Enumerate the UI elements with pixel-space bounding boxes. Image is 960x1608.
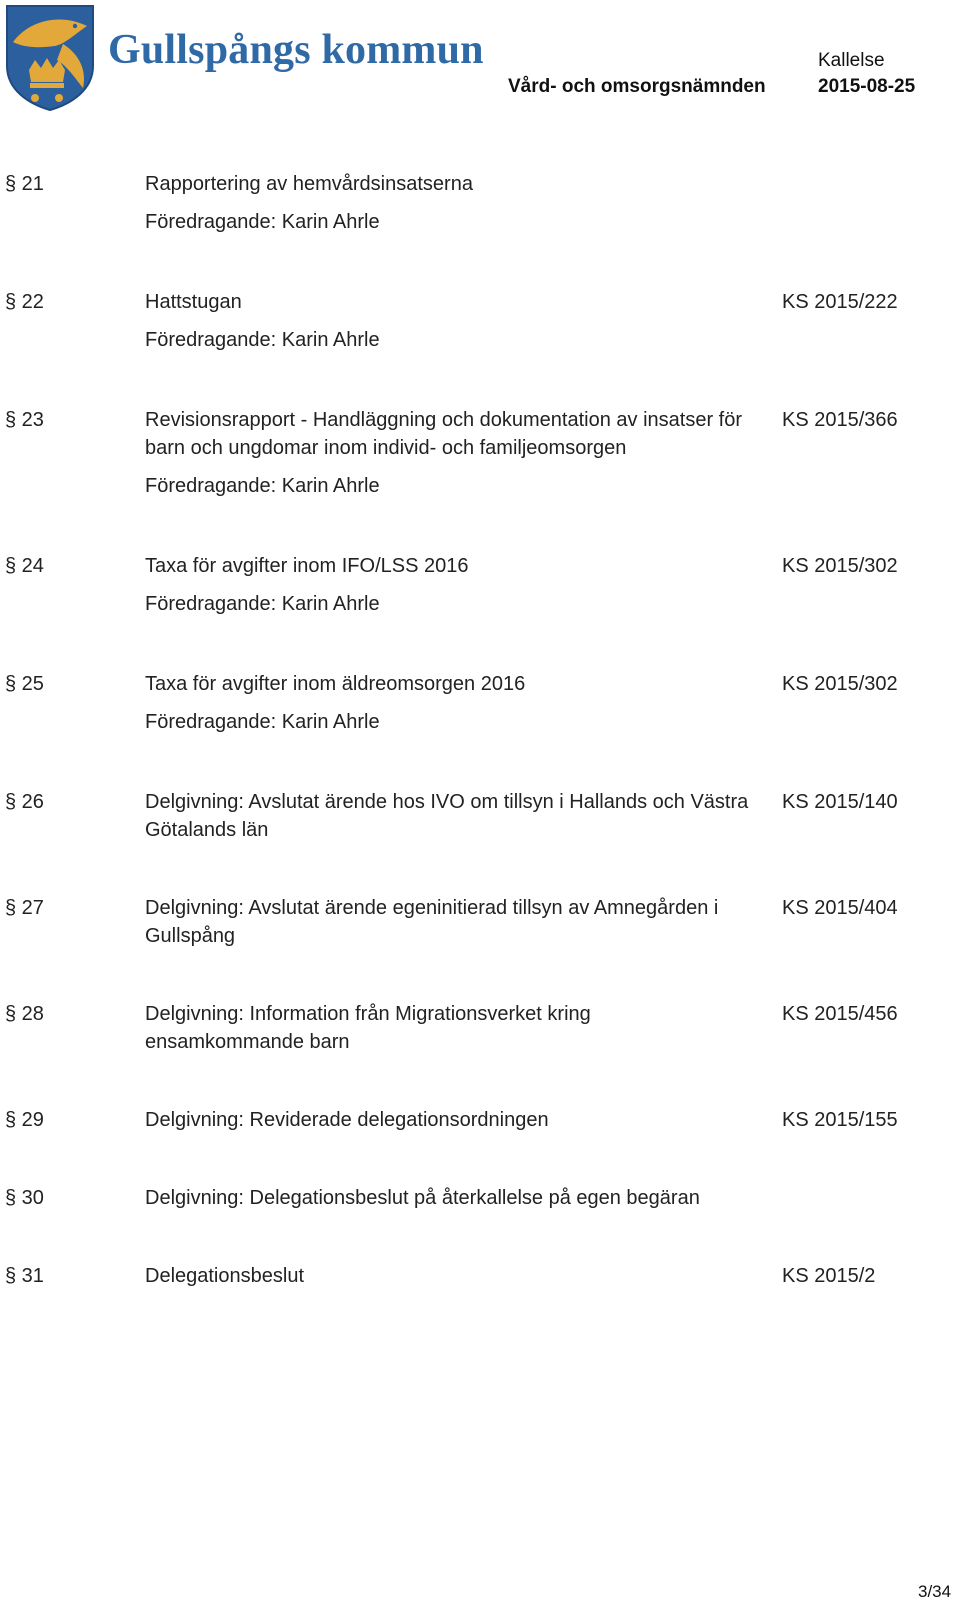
item-reference: KS 2015/302 — [782, 555, 898, 577]
item-number: § 23 — [5, 409, 44, 431]
item-number: § 30 — [5, 1187, 44, 1209]
municipality-name: Gullspångs kommun — [108, 27, 484, 73]
item-reference: KS 2015/366 — [782, 409, 898, 431]
agenda-item — [0, 1106, 960, 1184]
item-title: Delegationsbeslut — [145, 1265, 304, 1287]
item-title: Delgivning: Information från Migrationsverket kring ensamkommande barn — [145, 1003, 591, 1053]
item-number: § 31 — [5, 1265, 44, 1287]
agenda-item — [0, 406, 960, 552]
meeting-date: 2015-08-25 — [818, 76, 916, 97]
item-reference: KS 2015/404 — [782, 897, 898, 919]
item-reference: KS 2015/2 — [782, 1265, 876, 1287]
agenda-item — [0, 288, 960, 406]
item-presenter: Föredragande: Karin Ahrle — [145, 475, 380, 497]
agenda-item — [0, 1262, 960, 1302]
item-presenter: Föredragande: Karin Ahrle — [145, 211, 380, 233]
item-reference: KS 2015/155 — [782, 1109, 898, 1131]
agenda-item — [0, 1000, 960, 1106]
item-reference: KS 2015/302 — [782, 673, 898, 695]
item-title: Hattstugan — [145, 291, 242, 313]
committee-name: Vård- och omsorgsnämnden — [508, 76, 766, 97]
document-type: Kallelse — [818, 50, 885, 71]
item-reference: KS 2015/456 — [782, 1003, 898, 1025]
item-title: Delgivning: Reviderade delegationsordningen — [145, 1109, 549, 1131]
item-title: Taxa för avgifter inom äldreomsorgen 2016 — [145, 673, 526, 695]
item-presenter: Föredragande: Karin Ahrle — [145, 329, 380, 351]
agenda-item — [0, 788, 960, 894]
item-title: Delgivning: Avslutat ärende egeninitierad tillsyn av Amnegården i Gullspång — [145, 897, 719, 947]
item-presenter: Föredragande: Karin Ahrle — [145, 593, 380, 615]
item-number: § 22 — [5, 291, 44, 313]
item-number: § 24 — [5, 555, 44, 577]
agenda-item — [0, 894, 960, 1000]
item-presenter: Föredragande: Karin Ahrle — [145, 711, 380, 733]
agenda-item — [0, 670, 960, 788]
item-title: Rapportering av hemvårdsinsatserna — [145, 173, 473, 195]
item-number: § 21 — [5, 173, 44, 195]
item-title: Revisionsrapport - Handläggning och dokumentation av insatser för barn och ungdomar inom individ- och familjeomsorgen — [145, 409, 743, 459]
page-number: 3/34 — [918, 1582, 952, 1601]
item-reference: KS 2015/222 — [782, 291, 898, 313]
item-number: § 25 — [5, 673, 44, 695]
agenda-item — [0, 552, 960, 670]
item-title: Delgivning: Delegationsbeslut på återkallelse på egen begäran — [145, 1187, 700, 1209]
item-title: Delgivning: Avslutat ärende hos IVO om tillsyn i Hallands och Västra Götalands län — [145, 791, 749, 841]
item-number: § 26 — [5, 791, 44, 813]
item-number: § 27 — [5, 897, 44, 919]
agenda-list — [0, 170, 960, 1302]
agenda-item — [0, 170, 960, 288]
item-number: § 29 — [5, 1109, 44, 1131]
agenda-item — [0, 1184, 960, 1262]
document-header — [0, 0, 960, 120]
item-number: § 28 — [5, 1003, 44, 1025]
item-title: Taxa för avgifter inom IFO/LSS 2016 — [145, 555, 469, 577]
municipality-crest-logo — [5, 4, 95, 112]
item-reference: KS 2015/140 — [782, 791, 898, 813]
